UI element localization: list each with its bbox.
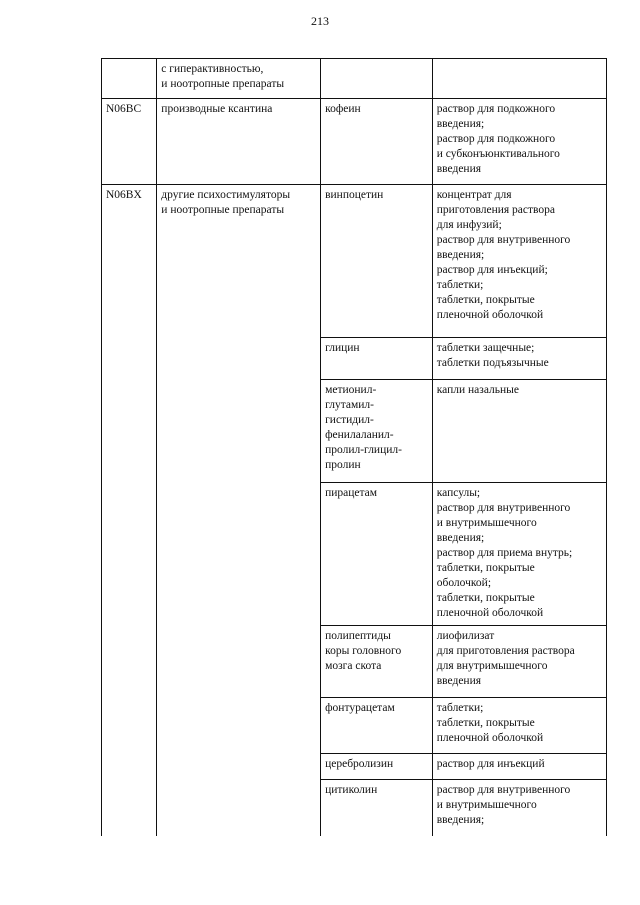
drug-cell: глицин: [321, 338, 433, 380]
form-cell: капли назальные: [432, 380, 606, 483]
drug-cell: [321, 59, 433, 99]
group-cell: с гиперактивностью, и ноотропные препараты: [157, 59, 321, 99]
form-cell: таблетки защечные; таблетки подъязычные: [432, 338, 606, 380]
table-row: [102, 59, 607, 99]
form-cell: капсулы; раствор для внутривенного и внутримышечного введения; раствор для приема внутрь; таблетки, покрытые оболочкой; таблетки, покрытые пленочной оболочкой: [432, 483, 606, 626]
code-cell: [102, 59, 157, 99]
form-cell: раствор для инъекций: [432, 754, 606, 780]
form-cell: раствор для подкожного введения; раствор для подкожного и субконъюнктивального введения: [432, 99, 606, 185]
drug-cell: винпоцетин: [321, 185, 433, 338]
drug-cell: пирацетам: [321, 483, 433, 626]
drug-cell: метионил- глутамил- гистидил- фенилаланил- пролил-глицил- пролин: [321, 380, 433, 483]
form-cell: концентрат для приготовления раствора для инфузий; раствор для внутривенного введения; раствор для инъекций; таблетки; таблетки, покрытые пленочной оболочкой: [432, 185, 606, 338]
form-cell: лиофилизат для приготовления раствора для внутримышечного введения: [432, 626, 606, 698]
drug-table: [101, 58, 607, 836]
code-cell: N06BX: [102, 185, 157, 836]
drug-cell: полипептиды коры головного мозга скота: [321, 626, 433, 698]
form-cell: раствор для внутривенного и внутримышечного введения;: [432, 780, 606, 836]
code-cell: N06BC: [102, 99, 157, 185]
form-cell: таблетки; таблетки, покрытые пленочной оболочкой: [432, 698, 606, 754]
group-cell: производные ксантина: [157, 99, 321, 185]
drug-cell: цитиколин: [321, 780, 433, 836]
table-row: [102, 185, 607, 338]
drug-cell: фонтурацетам: [321, 698, 433, 754]
table-row: [102, 99, 607, 185]
page-number: 213: [311, 14, 329, 28]
drug-cell: церебролизин: [321, 754, 433, 780]
group-cell: другие психостимуляторы и ноотропные препараты: [157, 185, 321, 836]
drug-cell: кофеин: [321, 99, 433, 185]
form-cell: [432, 59, 606, 99]
